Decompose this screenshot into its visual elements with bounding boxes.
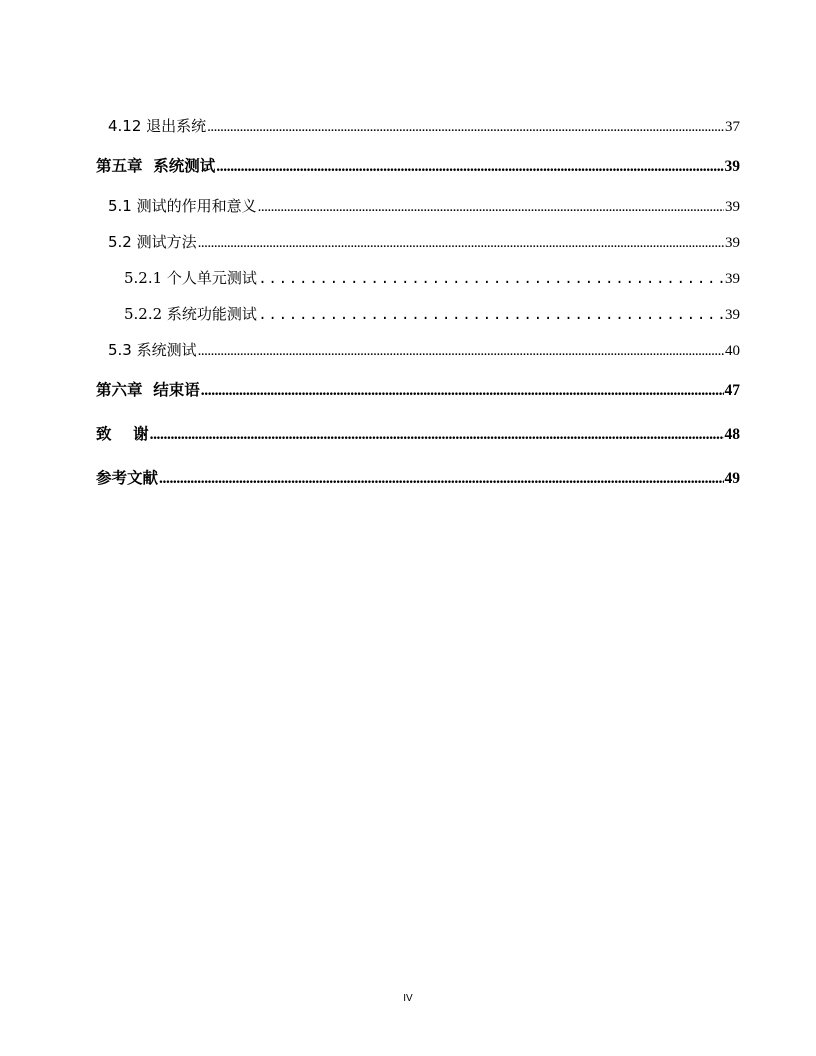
toc-entry-title: 5.2.2 系统功能测试: [124, 305, 257, 323]
toc-entry-page: 47: [724, 382, 740, 399]
toc-entry-page: 39: [724, 158, 740, 175]
toc-leader-dots: [258, 189, 724, 225]
toc-entry[interactable]: [96, 224, 740, 260]
toc-entry-page: 40: [725, 343, 740, 359]
toc-entry-title: 5.2.1 个人单元测试: [124, 269, 257, 287]
toc-entry-page: 39: [725, 235, 740, 251]
toc-entry-title: 5.2 测试方法: [108, 233, 197, 251]
toc-entry-title: 5.1 测试的作用和意义: [108, 197, 257, 215]
toc-entry[interactable]: [96, 332, 740, 368]
toc-entry-subsection[interactable]: [96, 296, 740, 332]
toc-entry-title: 第五章 系统测试: [96, 157, 216, 175]
toc-entry-page: 39: [725, 271, 740, 287]
toc-leader-dots: [258, 262, 724, 298]
toc-entry-chapter[interactable]: [96, 412, 740, 456]
toc-leader-dots: [159, 457, 723, 501]
toc-entry-page: 39: [725, 199, 740, 215]
page-number-footer: IV: [403, 993, 413, 1004]
toc-entry-subsection[interactable]: [96, 260, 740, 296]
toc-entry-title: 第六章 结束语: [96, 381, 200, 399]
toc-entry-page: 49: [724, 470, 740, 487]
toc-leader-dots: [198, 225, 724, 261]
toc-entry-title: 5.3 系统测试: [108, 341, 197, 359]
toc-entry-chapter[interactable]: [96, 144, 740, 188]
toc-entry[interactable]: [96, 188, 740, 224]
toc-leader-dots: [216, 145, 723, 189]
toc-entry-chapter[interactable]: [96, 456, 740, 500]
table-of-contents: [96, 108, 740, 500]
toc-entry-page: 48: [724, 426, 740, 443]
toc-entry-page: 39: [725, 307, 740, 323]
toc-entry-title: 参考文献: [96, 469, 159, 487]
toc-entry-title: 致 谢: [96, 425, 149, 443]
toc-leader-dots: [201, 369, 724, 413]
toc-leader-dots: [150, 413, 724, 457]
toc-leader-dots: [207, 109, 724, 145]
toc-entry-page: 37: [725, 119, 740, 135]
toc-leader-dots: [198, 333, 724, 369]
toc-entry[interactable]: [96, 108, 740, 144]
toc-entry-chapter[interactable]: [96, 368, 740, 412]
toc-leader-dots: [258, 298, 724, 334]
toc-entry-title: 4.12 退出系统: [108, 117, 207, 135]
